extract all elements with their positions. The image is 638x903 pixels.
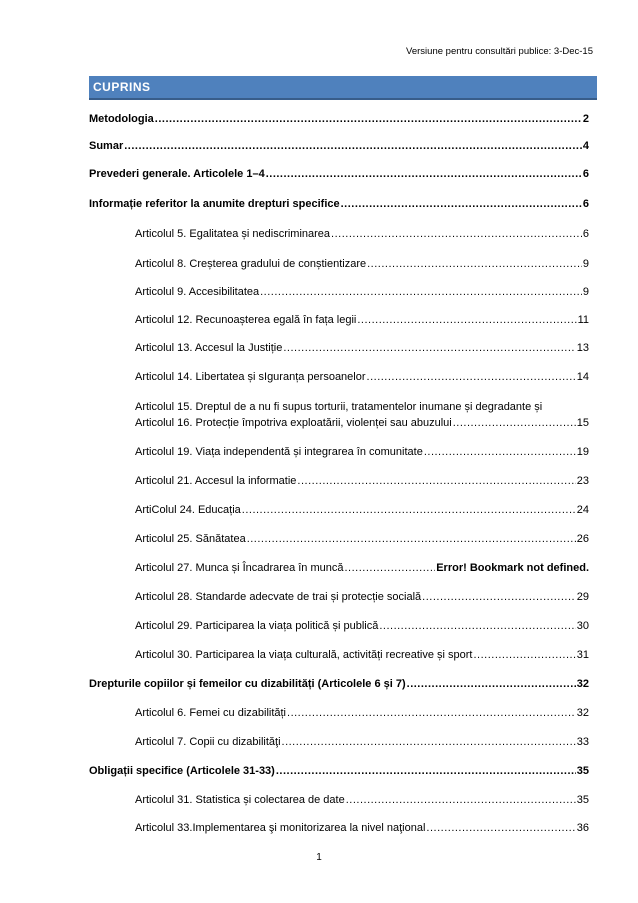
toc-entry[interactable]: Articolul 13. Accesul la Justiție ..... 13 [135, 342, 589, 355]
toc-entry[interactable]: Articolul 19. Viața independentă și integrarea în comunitate ..... 19 [135, 446, 589, 459]
toc-entry[interactable]: Articolul 28. Standarde adecvate de trai și protecție socială ..... 29 [135, 591, 589, 604]
toc-entry[interactable]: Articolul 25. Sănătatea ..... 26 [135, 533, 589, 546]
toc-entry[interactable]: Articolul 27. Munca și Încadrarea în muncă ..... Error! Bookmark not defined. [135, 562, 589, 575]
toc-entry[interactable]: Articolul 30. Participarea la viața culturală, activități recreative și sport ..... 31 [135, 649, 589, 662]
toc-entry[interactable]: Articolul 7. Copii cu dizabilităţi ..... 33 [135, 736, 589, 749]
toc-entry[interactable]: Sumar ..... 4 [89, 140, 589, 153]
toc-entry[interactable]: Obligații specifice (Articolele 31-33) ..... 35 [89, 765, 589, 778]
toc-entry[interactable]: Articolul 12. Recunoașterea egală în fața legii ..... 11 [135, 314, 589, 327]
toc-entry[interactable]: Articolul 33.Implementarea şi monitorizarea la nivel naţional ..... 36 [135, 822, 589, 835]
toc-entry[interactable]: Articolul 15. Dreptul de a nu fi supus torturii, tratamentelor inumane și degradante și [135, 401, 543, 413]
toc-entry[interactable]: Prevederi generale. Articolele 1–4 ..... 6 [89, 168, 589, 181]
toc-entry[interactable]: Articolul 31. Statistica și colectarea de date ..... 35 [135, 794, 589, 807]
toc-entry[interactable]: Metodologia ..... 2 [89, 113, 589, 126]
toc-entry[interactable]: Articolul 9. Accesibilitatea ..... 9 [135, 286, 589, 299]
toc-entry[interactable]: Articolul 8. Creșterea gradului de conștientizare ..... 9 [135, 258, 589, 271]
toc-entry[interactable]: Articolul 6. Femei cu dizabilități ..... 32 [135, 707, 589, 720]
toc-entry[interactable]: Informație referitor la anumite drepturi specifice ..... 6 [89, 198, 589, 211]
toc-entry[interactable]: Articolul 21. Accesul la informatie ..... 23 [135, 475, 589, 488]
toc-entry[interactable]: Articolul 14. Libertatea și sIguranța persoanelor ..... 14 [135, 371, 589, 384]
toc-entry[interactable]: Articolul 16. Protecție împotriva exploatării, violenței sau abuzului ..... 15 [135, 417, 589, 430]
toc-entry[interactable]: Articolul 5. Egalitatea și nediscriminarea ..... 6 [135, 228, 589, 241]
toc-entry[interactable]: Articolul 29. Participarea la viața politică și publică ..... 30 [135, 620, 589, 633]
page-header: Versiune pentru consultări publice: 3-Dec-15 [406, 46, 593, 57]
error-bookmark-note: Error! Bookmark not defined. [436, 562, 589, 574]
page-number: 1 [316, 852, 322, 863]
toc-entry[interactable]: Drepturile copiilor și femeilor cu dizabilități (Articolele 6 și 7) ..... 32 [89, 678, 589, 691]
toc-heading: CUPRINS [89, 76, 597, 100]
toc-entry[interactable]: ArtiColul 24. Educația ..... 24 [135, 504, 589, 517]
